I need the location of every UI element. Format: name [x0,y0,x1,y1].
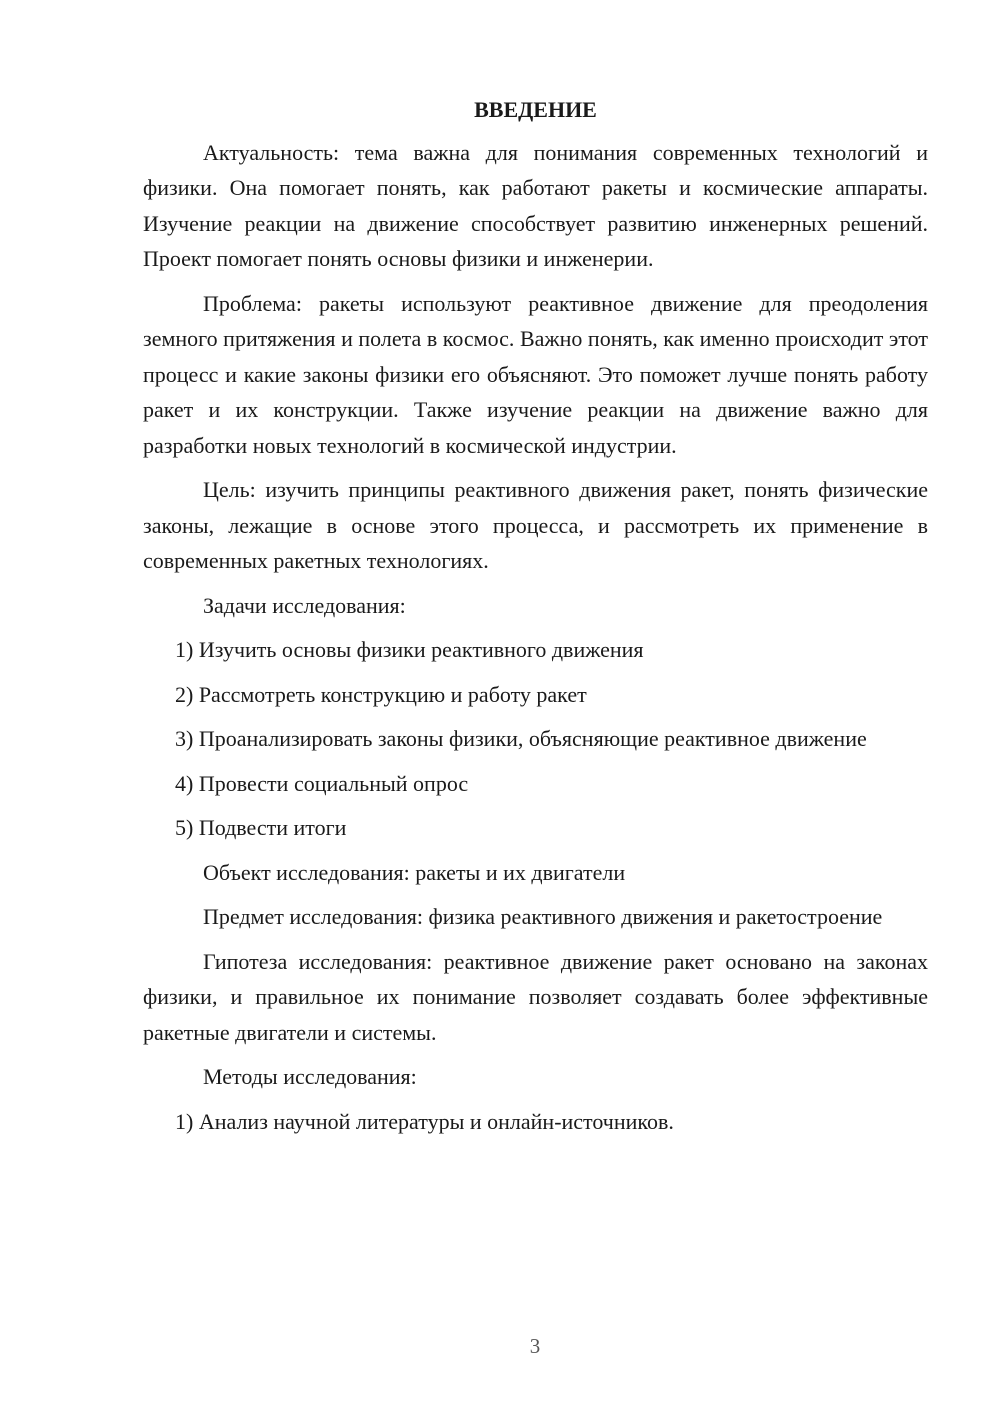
methods-list [143,1104,928,1140]
paragraph-goal: Цель: изучить принципы реактивного движения ракет, понять физические законы, лежащие в основе этого процесса, и рассмотреть их применение в современных ракетных технологиях. [143,477,928,573]
list-item: 3) Проанализировать законы физики, объясняющие реактивное движение [175,726,867,751]
list-item: 1) Анализ научной литературы и онлайн-источников. [175,1108,674,1134]
list-item: 2) Рассмотреть конструкцию и работу ракет [175,681,587,707]
paragraph-subject: Предмет исследования: физика реактивного движения и ракетостроение [203,904,883,929]
methods-heading: Методы исследования: [203,1064,417,1089]
tasks-heading: Задачи исследования: [203,592,406,618]
list-item: 1) Изучить основы физики реактивного движения [175,637,644,662]
tasks-list [143,632,928,846]
paragraph-object: Объект исследования: ракеты и их двигатели [203,859,626,885]
document-page [143,92,928,1148]
paragraph-hypothesis: Гипотеза исследования: реактивное движение ракет основано на законах физики, и правильное их понимание позволяет создавать более эффективные ракетные двигатели и системы. [143,948,928,1045]
paragraph-relevance: Актуальность: тема важна для понимания современных технологий и физики. Она помогает понять, как работают ракеты и космические аппараты. Изучение реакции на движение способствует развитию инженерных решений. Проект помогает понять основы физики и инженерии. [143,139,928,271]
list-item: 4) Провести социальный опрос [175,770,469,796]
page-number: 3 [529,1334,541,1358]
paragraph-problem: Проблема: ракеты используют реактивное движение для преодоления земного притяжения и полета в космос. Важно понять, как именно происходит этот процесс и какие законы физики его объясняют. Это поможет лучше понять работу ракет и их конструкции. Также изучение реакции на движение важно для разработки новых технологий в космической индустрии. [143,290,928,458]
page-title: ВВЕДЕНИЕ [474,97,597,122]
list-item: 5) Подвести итоги [175,815,347,840]
